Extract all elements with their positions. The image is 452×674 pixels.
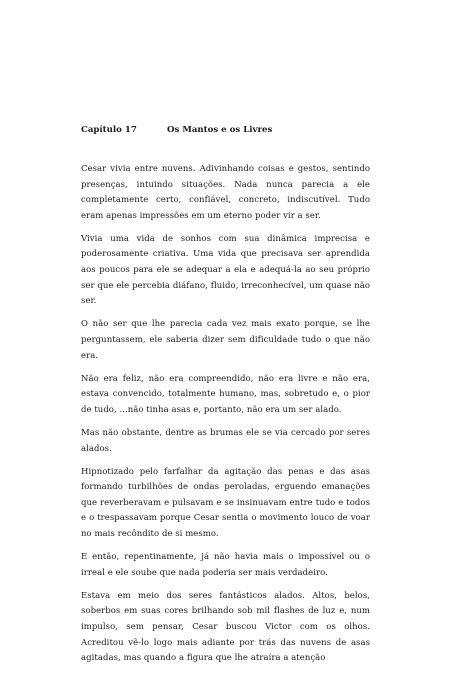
- paragraph: Hipnotizado pelo farfalhar da agitação das penas e das asas formando turbilhões de ondas peroladas, erguendo emanações que reverberavam e pulsavam e se insinuavam entre tudo e todos e o trespassavam porque Cesar sentia o movimento louco de voar no mais recôndito de si mesmo.: [81, 466, 370, 539]
- paragraph: Cesar vivia entre nuvens. Adivinhando coisas e gestos, sentindo presenças, intuindo situações. Nada nunca parecia a ele completamente certo, confiável, concreto, indiscutível. Tudo eram apenas impressões em um eterno poder vir a ser.: [81, 164, 370, 221]
- chapter-title: Os Mantos e os Livres: [167, 125, 273, 135]
- chapter-number: Capítulo 17: [81, 125, 137, 135]
- paragraph: Estava em meio dos seres fantásticos alados. Altos, belos, soberbos em suas cores brilhando sob mil flashes de luz e, num impulso, sem pensar, Cesar buscou Victor com os olhos. Acreditou vê-lo logo mais adiante por trás das nuvens de asas agitadas, mas quando a figura que lhe atraíra a atenção: [81, 590, 370, 664]
- paragraph: Não era feliz, não era compreendido, não era livre e não era, estava convencido, totalmente humano, mas, sobretudo e, o pior de tudo, ...não tinha asas e, portanto, não era um ser alado.: [81, 373, 370, 415]
- paragraph: O não ser que lhe parecia cada vez mais exato porque, se lhe perguntassem, ele saberia dizer sem dificuldade tudo o que não era.: [81, 319, 370, 361]
- paragraph: Mas não obstante, dentre as brumas ele se via cercado por seres alados.: [81, 427, 370, 454]
- paragraph: Vivia uma vida de sonhos com sua dinâmica imprecisa e poderosamente criativa. Uma vida que precisava ser aprendida aos poucos para ele se adequar a ela e adequá-la ao seu próprio ser que ele percebia diáfano, fluido, irreconhecível, um quase não ser.: [81, 233, 370, 307]
- paragraph: E então, repentinamente, já não havia mais o impossível ou o irreal e ele soube que nada poderia ser mais verdadeiro.: [81, 552, 370, 578]
- chapter-body: [81, 162, 370, 674]
